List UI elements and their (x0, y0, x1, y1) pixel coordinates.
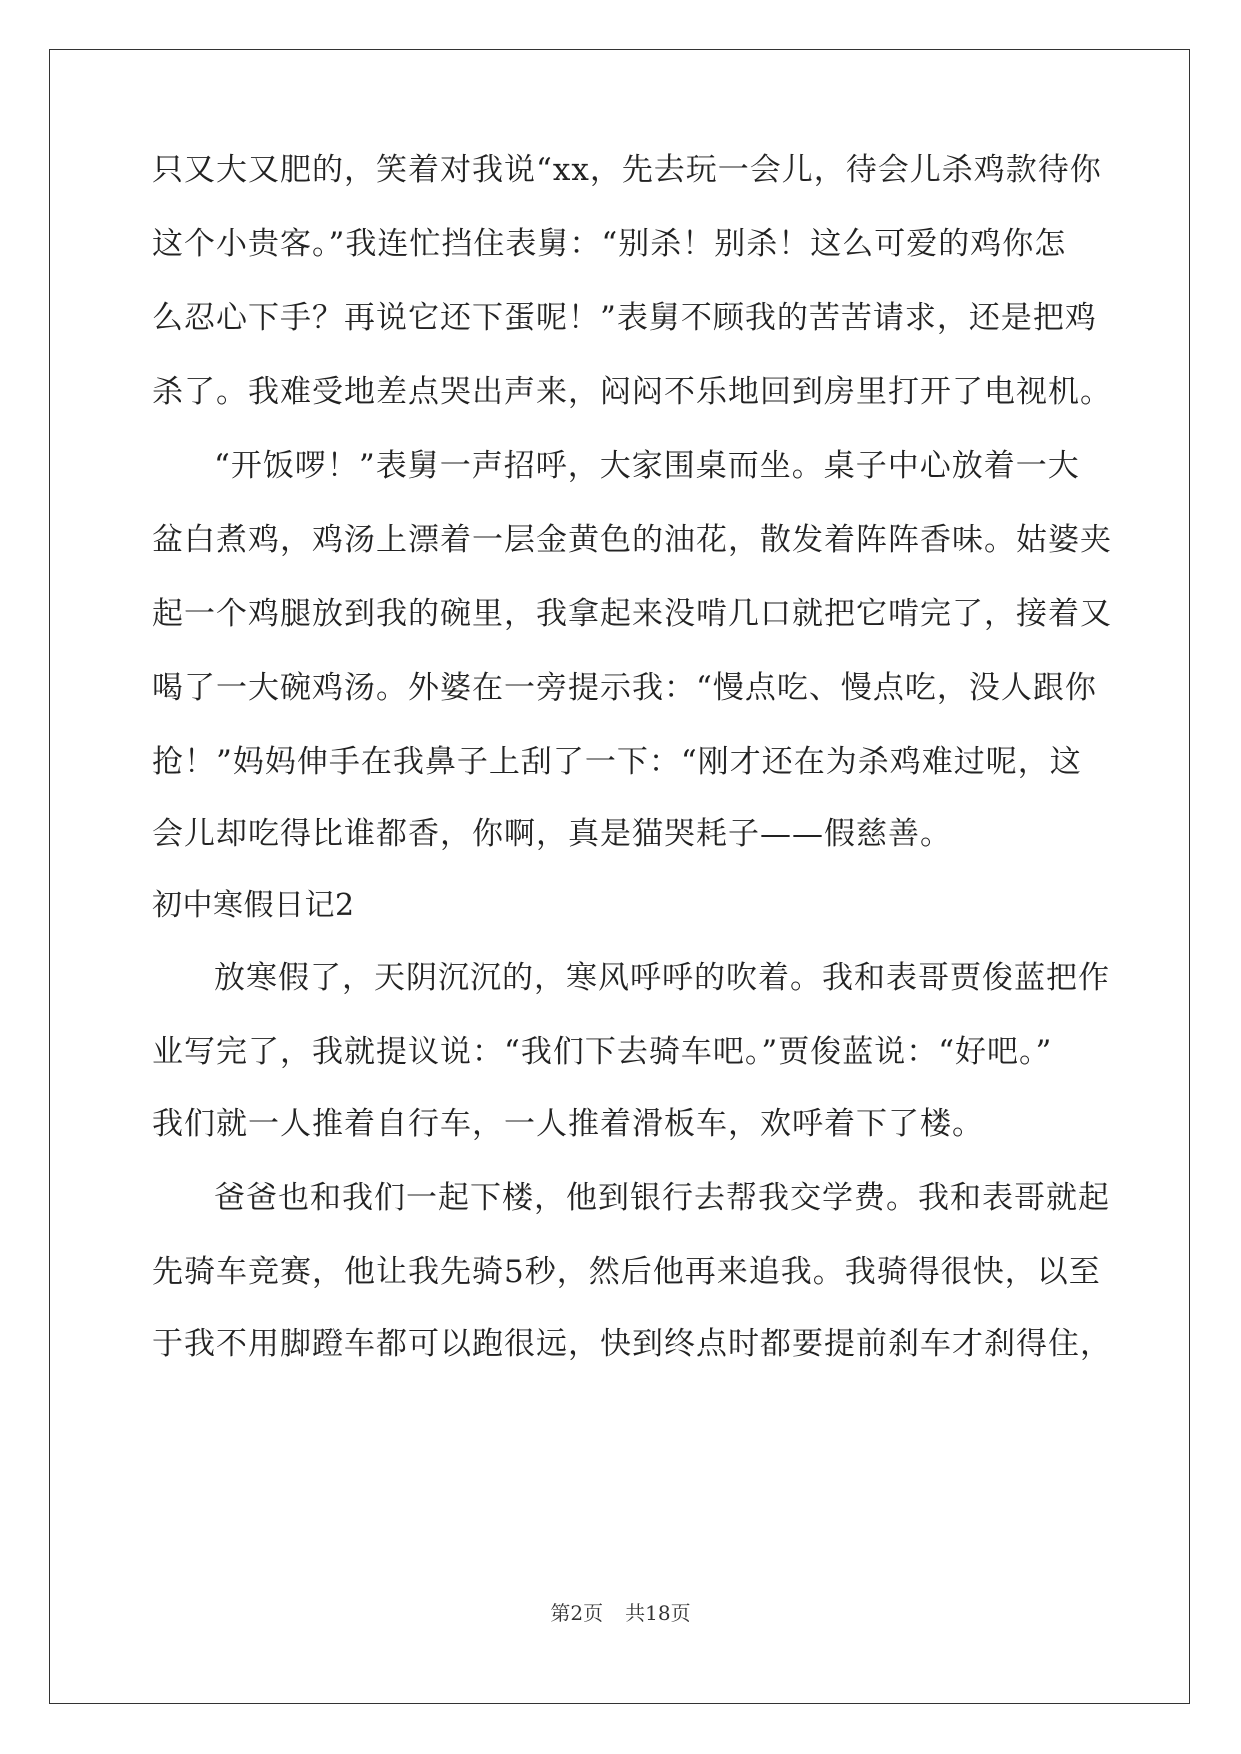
paragraph-first-line: “开饭啰！”表舅一声招呼，大家围桌而坐。桌子中心放着一大 (214, 448, 1080, 484)
text-line: 业写完了，我就提议说：“我们下去骑车吧。”贾俊蓝说：“好吧。” (152, 1034, 1053, 1070)
text-line: 喝了一大碗鸡汤。外婆在一旁提示我：“慢点吃、慢点吃，没人跟你 (152, 670, 1097, 706)
page-footer (0, 1600, 1241, 1626)
text-line: 盆白煮鸡，鸡汤上漂着一层金黄色的油花，散发着阵阵香味。姑婆夹 (152, 522, 1112, 558)
text-line: 我们就一人推着自行车，一人推着滑板车，欢呼着下了楼。 (152, 1106, 984, 1142)
text-line: 这个小贵客。”我连忙挡住表舅：“别杀！别杀！这么可爱的鸡你怎 (152, 226, 1067, 262)
text-line: 杀了。我难受地差点哭出声来，闷闷不乐地回到房里打开了电视机。 (152, 374, 1112, 410)
text-line: 先骑车竞赛，他让我先骑5秒，然后他再来追我。我骑得很快，以至 (152, 1254, 1101, 1290)
text-line: 于我不用脚蹬车都可以跑很远，快到终点时都要提前刹车才刹得住， (152, 1326, 1112, 1362)
paragraph-first-line: 爸爸也和我们一起下楼，他到银行去帮我交学费。我和表哥就起 (214, 1180, 1110, 1216)
paragraph-first-line: 放寒假了，天阴沉沉的，寒风呼呼的吹着。我和表哥贾俊蓝把作 (214, 960, 1110, 996)
page-number: 第2页 (550, 1601, 604, 1625)
page-total: 共18页 (625, 1601, 691, 1625)
text-line: 只又大又肥的，笑着对我说“xx，先去玩一会儿，待会儿杀鸡款待你 (152, 152, 1102, 188)
text-line: 么忍心下手？再说它还下蛋呢！”表舅不顾我的苦苦请求，还是把鸡 (152, 300, 1097, 336)
text-line: 会儿却吃得比谁都香，你啊，真是猫哭耗子——假慈善。 (152, 816, 952, 852)
section-heading: 初中寒假日记2 (152, 888, 355, 923)
text-line: 起一个鸡腿放到我的碗里，我拿起来没啃几口就把它啃完了，接着又 (152, 596, 1112, 632)
text-line: 抢！”妈妈伸手在我鼻子上刮了一下：“刚才还在为杀鸡难过呢，这 (152, 744, 1082, 780)
